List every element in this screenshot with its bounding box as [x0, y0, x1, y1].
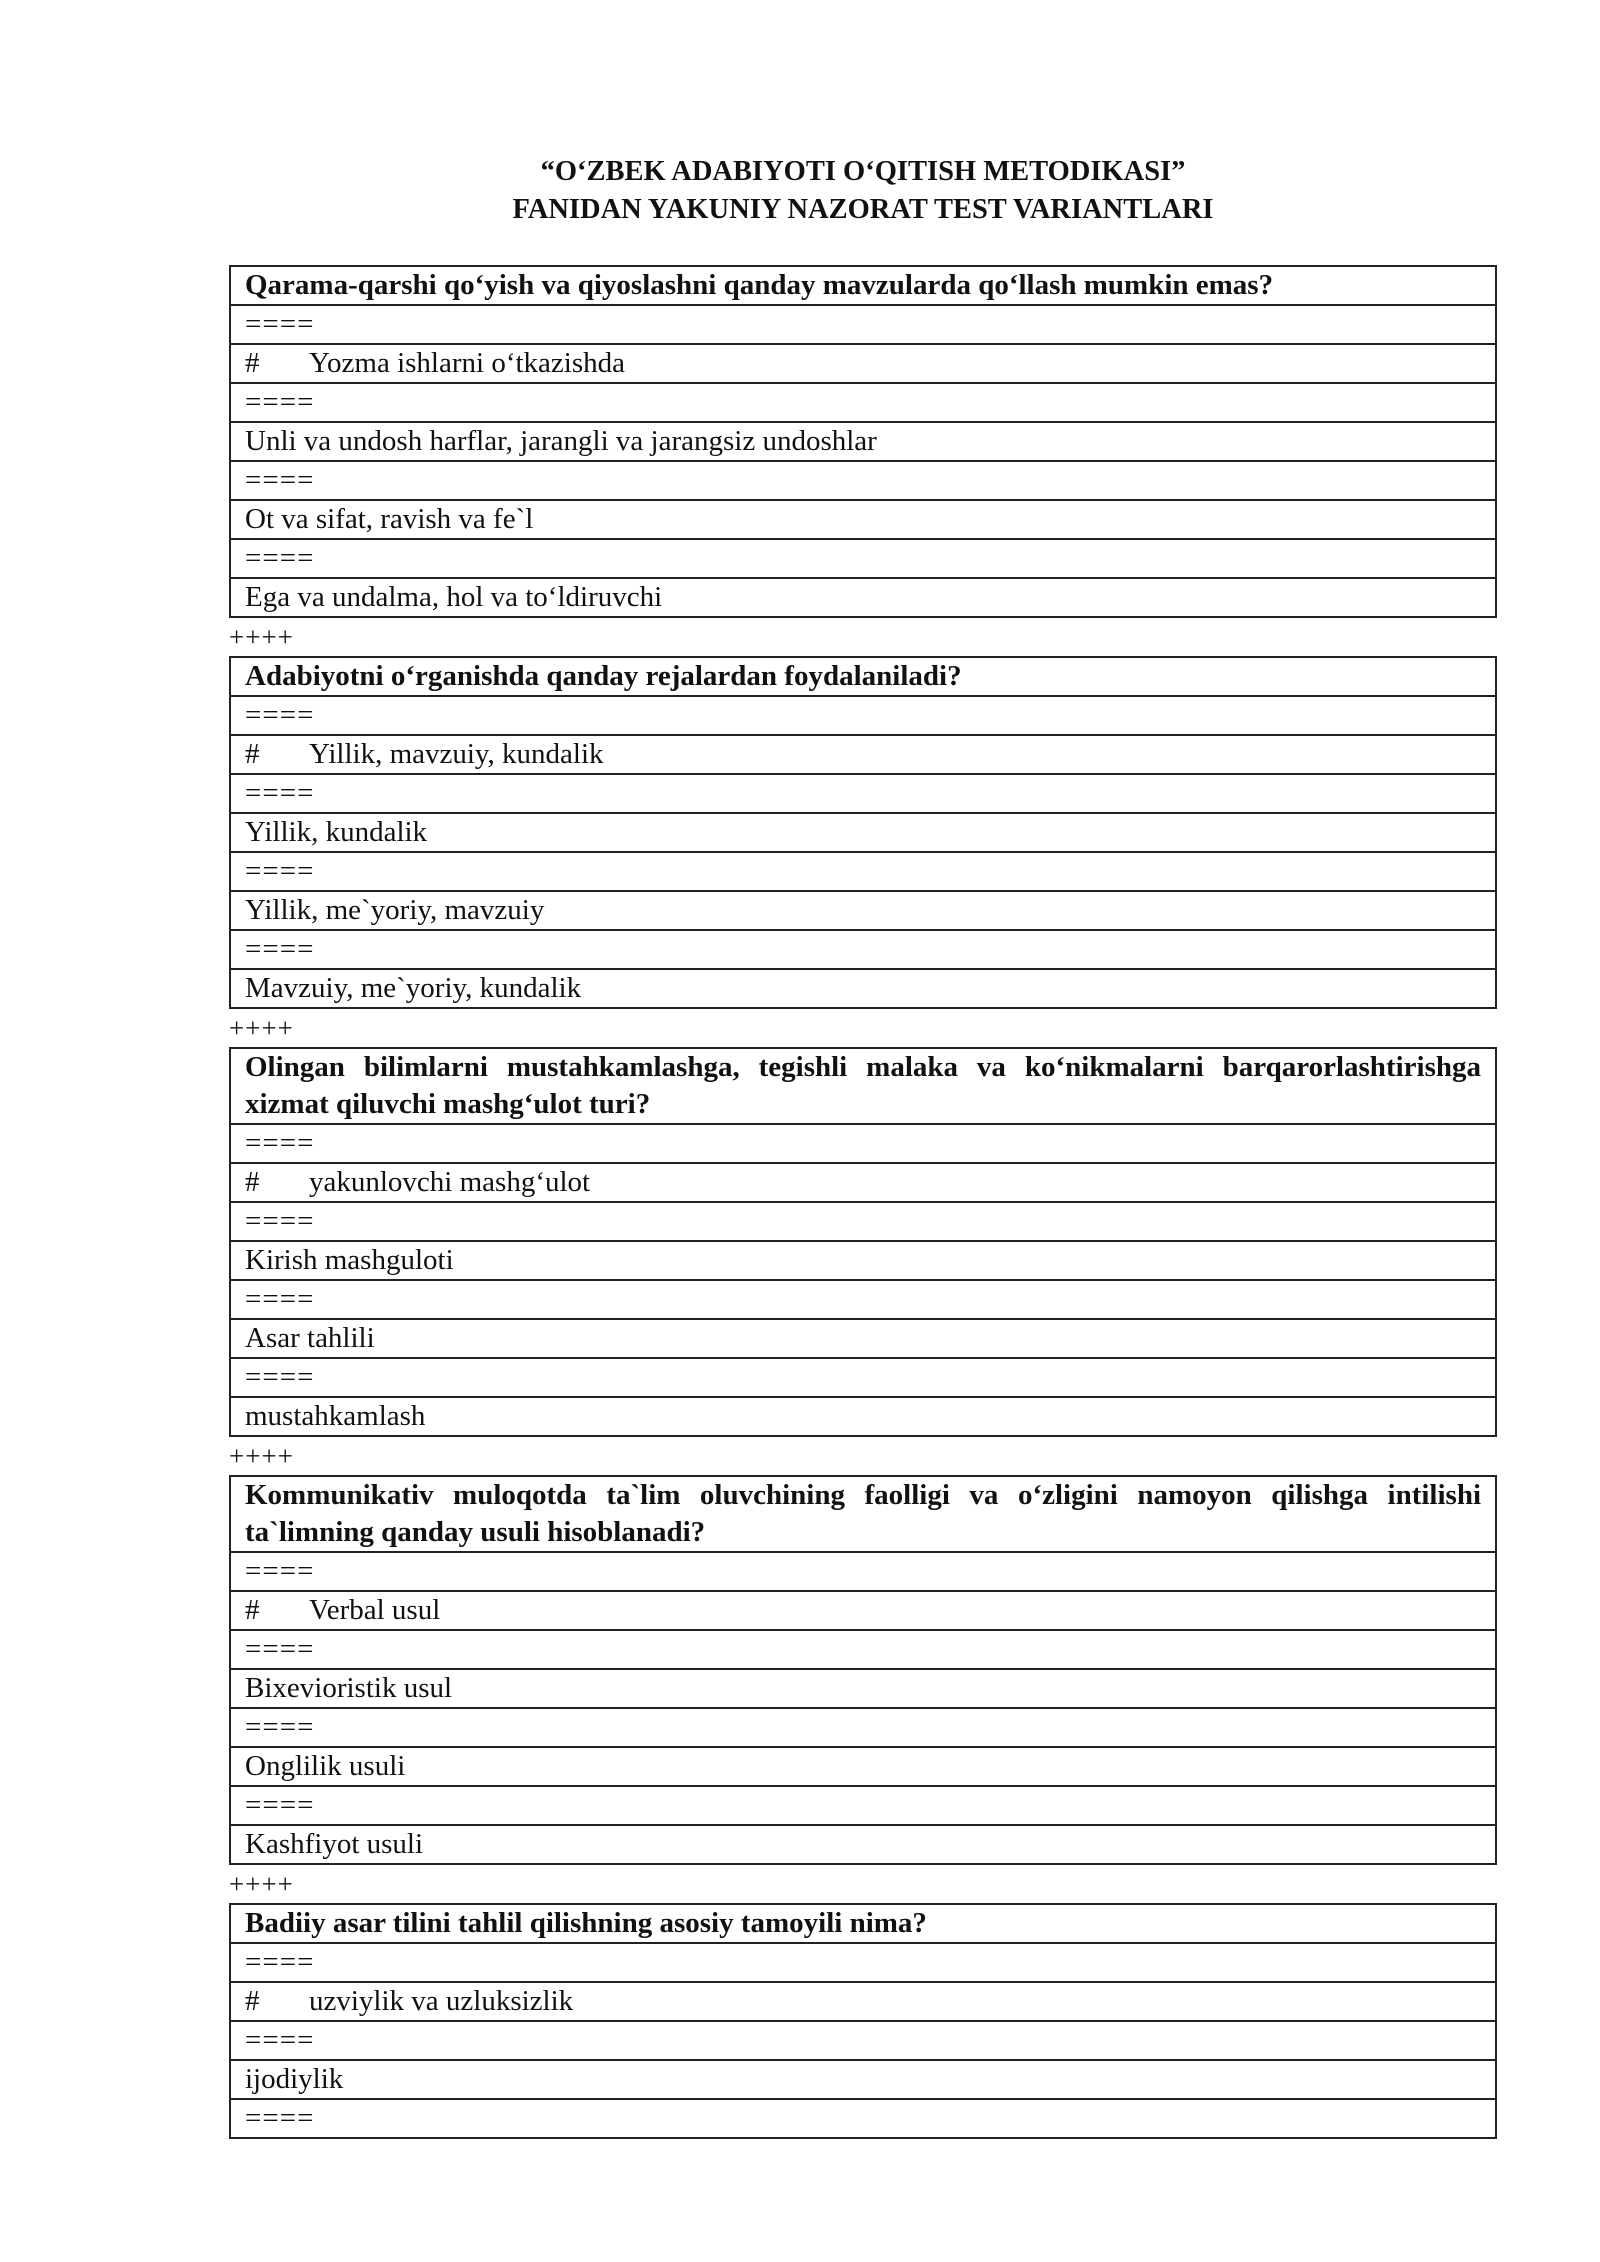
title-line-2: FANIDAN YAKUNIY NAZORAT TEST VARIANTLARI: [512, 194, 1214, 225]
question-text-row: [230, 1904, 1496, 1943]
correct-option-row: [230, 1982, 1496, 2021]
test-list: [229, 265, 1497, 2139]
option-text: Verbal usul: [309, 1594, 441, 1626]
question-text-row: [230, 266, 1496, 305]
option-separator-row: [230, 1124, 1496, 1163]
option-separator: ====: [230, 1202, 1496, 1241]
option-separator-row: [230, 1708, 1496, 1747]
option-separator-row: [230, 1280, 1496, 1319]
option: ijodiylik: [230, 2060, 1496, 2099]
option-text: Yillik, mavzuiy, kundalik: [309, 738, 604, 770]
option-separator: ====: [230, 1552, 1496, 1591]
option: Yillik, me`yoriy, mavzuiy: [230, 891, 1496, 930]
question-text-row: [230, 1048, 1496, 1124]
question-table: [229, 265, 1497, 618]
option-separator: ====: [230, 461, 1496, 500]
option: Mavzuiy, me`yoriy, kundalik: [230, 969, 1496, 1008]
option-text: uzviylik va uzluksizlik: [309, 1985, 574, 2017]
option-separator-row: [230, 930, 1496, 969]
question-text: Badiiy asar tilini tahlil qilishning asosiy tamoyili nima?: [230, 1904, 1496, 1943]
option-separator: ====: [230, 774, 1496, 813]
option: Ot va sifat, ravish va fe`l: [230, 500, 1496, 539]
option: mustahkamlash: [230, 1397, 1496, 1436]
option-separator: ====: [230, 1943, 1496, 1982]
correct-option: [230, 1163, 1496, 1202]
question-separator: ++++: [229, 1013, 294, 1043]
option-separator: ====: [230, 1280, 1496, 1319]
option-separator-row: [230, 1786, 1496, 1825]
correct-option: [230, 344, 1496, 383]
option: Ega va undalma, hol va to‘ldiruvchi: [230, 578, 1496, 617]
question-text: Qarama-qarshi qo‘yish va qiyoslashni qanday mavzularda qo‘llash mumkin emas?: [230, 266, 1496, 305]
option-separator: ====: [230, 1786, 1496, 1825]
question-separator: ++++: [229, 622, 294, 652]
question-table: [229, 1047, 1497, 1437]
option-separator-row: [230, 1943, 1496, 1982]
option-row: [230, 1825, 1496, 1864]
question-table: [229, 1903, 1497, 2139]
option-separator: ====: [230, 305, 1496, 344]
option-separator-row: [230, 696, 1496, 735]
correct-option-row: [230, 1591, 1496, 1630]
option-text: Yozma ishlarni o‘tkazishda: [309, 347, 625, 379]
question-table: [229, 1475, 1497, 1865]
option-separator-row: [230, 383, 1496, 422]
option-separator: ====: [230, 539, 1496, 578]
option-separator-row: [230, 1552, 1496, 1591]
correct-option: [230, 1591, 1496, 1630]
document-title: [230, 153, 1496, 229]
correct-option-row: [230, 344, 1496, 383]
option-row: [230, 813, 1496, 852]
question-text-row: [230, 1476, 1496, 1552]
option-separator-row: [230, 461, 1496, 500]
option-separator-row: [230, 1202, 1496, 1241]
question-separator: ++++: [229, 1441, 294, 1471]
option-separator: ====: [230, 1708, 1496, 1747]
option-separator-row: [230, 2021, 1496, 2060]
question-text: Kommunikativ muloqotda ta`lim oluvchining faolligi va o‘zligini namoyon qilishga intilishi ta`limning qanday usuli hisoblanadi?: [230, 1476, 1496, 1552]
option: Onglilik usuli: [230, 1747, 1496, 1786]
option-separator-row: [230, 1358, 1496, 1397]
question-table: [229, 656, 1497, 1009]
option-separator: ====: [230, 852, 1496, 891]
option-separator-row: [230, 2099, 1496, 2138]
option-row: [230, 1241, 1496, 1280]
option-row: [230, 578, 1496, 617]
correct-option-row: [230, 735, 1496, 774]
option-separator-row: [230, 852, 1496, 891]
option-separator-row: [230, 305, 1496, 344]
option-separator: ====: [230, 383, 1496, 422]
question-separator: ++++: [229, 1869, 294, 1899]
option: Kirish mashguloti: [230, 1241, 1496, 1280]
correct-answer-mark: #: [245, 1594, 260, 1626]
correct-option-row: [230, 1163, 1496, 1202]
option: Asar tahlili: [230, 1319, 1496, 1358]
option-separator: ====: [230, 1358, 1496, 1397]
option-separator: ====: [230, 930, 1496, 969]
question-text: Adabiyotni o‘rganishda qanday rejalardan foydalaniladi?: [230, 657, 1496, 696]
option-row: [230, 2060, 1496, 2099]
option-separator: ====: [230, 1124, 1496, 1163]
correct-answer-mark: #: [245, 738, 260, 770]
option: Yillik, kundalik: [230, 813, 1496, 852]
option: Kashfiyot usuli: [230, 1825, 1496, 1864]
option-separator-row: [230, 1630, 1496, 1669]
correct-answer-mark: #: [245, 1166, 260, 1198]
option-text: yakunlovchi mashg‘ulot: [309, 1166, 591, 1198]
correct-answer-mark: #: [245, 347, 260, 379]
option-row: [230, 1669, 1496, 1708]
option-row: [230, 1319, 1496, 1358]
option-separator: ====: [230, 2021, 1496, 2060]
title-line-1: “O‘ZBEK ADABIYOTI O‘QITISH METODIKASI”: [540, 156, 1186, 187]
correct-option: [230, 735, 1496, 774]
question-text-row: [230, 657, 1496, 696]
option-separator: ====: [230, 2099, 1496, 2138]
option: Unli va undosh harflar, jarangli va jarangsiz undoshlar: [230, 422, 1496, 461]
option-row: [230, 1747, 1496, 1786]
correct-option: [230, 1982, 1496, 2021]
option-separator: ====: [230, 1630, 1496, 1669]
option-row: [230, 969, 1496, 1008]
option-row: [230, 1397, 1496, 1436]
option-separator-row: [230, 539, 1496, 578]
option-row: [230, 422, 1496, 461]
correct-answer-mark: #: [245, 1985, 260, 2017]
option-separator-row: [230, 774, 1496, 813]
question-text: Olingan bilimlarni mustahkamlashga, tegishli malaka va ko‘nikmalarni barqarorlashtirishga xizmat qiluvchi mashg‘ulot turi?: [230, 1048, 1496, 1124]
option-row: [230, 500, 1496, 539]
option-separator: ====: [230, 696, 1496, 735]
option-row: [230, 891, 1496, 930]
option: Bixevioristik usul: [230, 1669, 1496, 1708]
